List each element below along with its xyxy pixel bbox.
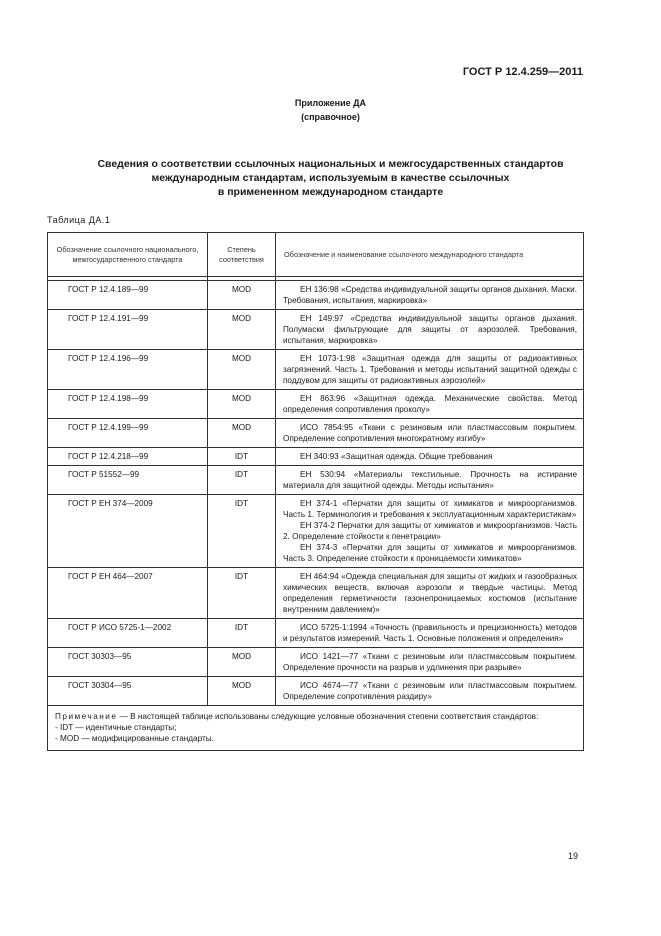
- cell-national-standard: ГОСТ Р ЕН 374—2009: [48, 495, 208, 568]
- international-standard-entry: ИСО 7854:95 «Ткани с резиновым или пластмассовым покрытием. Определение сопротивления многократному изгибу»: [283, 423, 577, 443]
- column-header-international-standard: Обозначение и наименование ссылочного международного стандарта: [276, 233, 584, 277]
- cell-degree: MOD: [208, 350, 276, 390]
- international-standard-entry: ЕН 863:96 «Защитная одежда. Механические свойства. Метод определения сопротивления проколу»: [283, 394, 577, 414]
- table-row: [48, 419, 584, 448]
- international-standard-entry: ЕН 136:98 «Средства индивидуальной защиты органов дыхания. Маски. Требования, испытания, маркировка»: [283, 285, 577, 305]
- cell-international-standard: [276, 281, 584, 310]
- cell-degree: IDT: [208, 495, 276, 568]
- title-line: международным стандартам, используемым в качестве ссылочных: [151, 172, 510, 184]
- cell-degree: MOD: [208, 281, 276, 310]
- table-row: [48, 568, 584, 619]
- cell-degree: IDT: [208, 448, 276, 466]
- table-row: [48, 495, 584, 568]
- annex-title: Приложение ДА: [294, 98, 367, 108]
- international-standard-entry: ИСО 4674—77 «Ткани с резиновым или пластмассовым покрытием. Определение сопротивления раздиру»: [283, 681, 577, 701]
- cell-degree: MOD: [208, 419, 276, 448]
- table-row: [48, 648, 584, 677]
- cell-international-standard: [276, 419, 584, 448]
- note-text: [55, 711, 576, 722]
- table-row: [48, 677, 584, 706]
- international-standard-entry: ЕН 374-1 «Перчатки для защиты от химикатов и микроорганизмов. Часть 1. Терминология и требования к эксплуатационным характеристикам»: [283, 499, 577, 519]
- cell-national-standard: ГОСТ Р 12.4.196—99: [48, 350, 208, 390]
- international-standard-entry: ИСО 1421—77 «Ткани с резиновым или пластмассовым покрытием. Определение прочности на разрыв и удлинения при разрыве»: [283, 652, 577, 672]
- cell-degree: IDT: [208, 466, 276, 495]
- cell-national-standard: ГОСТ 30304—95: [48, 677, 208, 706]
- column-header-national-standard: Обозначение ссылочного национального, межгосударственного стандарта: [48, 233, 208, 277]
- cell-international-standard: [276, 310, 584, 350]
- cell-international-standard: [276, 495, 584, 568]
- section-title: [0, 157, 661, 199]
- cell-international-standard: [276, 677, 584, 706]
- cell-international-standard: [276, 619, 584, 648]
- document-code: ГОСТ Р 12.4.259—2011: [462, 66, 583, 78]
- cell-national-standard: ГОСТ Р 12.4.189—99: [48, 281, 208, 310]
- table-note-row: [48, 706, 584, 751]
- table-caption: Таблица ДА.1: [47, 215, 111, 225]
- table-row: [48, 466, 584, 495]
- cell-degree: MOD: [208, 390, 276, 419]
- cell-national-standard: ГОСТ Р 12.4.199—99: [48, 419, 208, 448]
- cell-international-standard: [276, 466, 584, 495]
- cell-degree: IDT: [208, 568, 276, 619]
- international-standard-entry: ЕН 340:93 «Защитная одежда. Общие требования: [300, 452, 493, 461]
- cell-degree: MOD: [208, 648, 276, 677]
- note-item: - MOD — модифицированные стандарты.: [55, 734, 214, 743]
- international-standard-entry: ЕН 149:97 «Средства индивидуальной защиты органов дыхания. Полумаски фильтрующие для защиты от аэрозолей. Требования, испытания, маркировка»: [283, 314, 577, 345]
- table-header-row: [48, 233, 584, 277]
- cell-national-standard: ГОСТ Р 51552—99: [48, 466, 208, 495]
- cell-national-standard: ГОСТ Р ЕН 464—2007: [48, 568, 208, 619]
- cell-international-standard: [276, 448, 584, 466]
- annex-heading: [0, 96, 661, 124]
- international-standard-entry: ЕН 530:94 «Материалы текстильные. Прочность на истирание материала для защитной одежды. Методы испытания»: [283, 470, 577, 490]
- cell-international-standard: [276, 390, 584, 419]
- cell-national-standard: ГОСТ Р 12.4.218—99: [48, 448, 208, 466]
- cell-national-standard: ГОСТ Р 12.4.191—99: [48, 310, 208, 350]
- table-note: [48, 706, 584, 751]
- table-row: [48, 281, 584, 310]
- note-body: — В настоящей таблице использованы следующие условные обозначения степени соответствия стандартов:: [117, 712, 539, 721]
- table-row: [48, 310, 584, 350]
- note-label: Примечание: [55, 712, 118, 721]
- title-line: Сведения о соответствии ссылочных национальных и межгосударственных стандартов: [97, 158, 564, 170]
- cell-degree: MOD: [208, 677, 276, 706]
- international-standard-entry: ЕН 374-3 «Перчатки для защиты от химикатов и микроорганизмов. Часть 3. Определение стойкости к проницаемости химикатов»: [283, 543, 577, 563]
- table-row: [48, 448, 584, 466]
- cell-international-standard: [276, 350, 584, 390]
- international-standard-entry: ИСО 5725-1:1994 «Точность (правильность и прецизионность) методов и результатов измерений. Часть 1. Основные положения и определения»: [283, 623, 577, 643]
- cell-international-standard: [276, 648, 584, 677]
- international-standard-entry: ЕН 1073-1:98 «Защитная одежда для защиты от радиоактивных загрязнений. Часть 1. Требования и методы испытаний защитной одежды с поддувом для защиты от радиоактивных аэрозолей»: [283, 354, 577, 385]
- cell-international-standard: [276, 568, 584, 619]
- correspondence-table: [47, 232, 584, 751]
- cell-national-standard: ГОСТ Р ИСО 5725-1—2002: [48, 619, 208, 648]
- page-number: 19: [567, 851, 578, 861]
- column-header-degree: Степень соответствия: [208, 233, 276, 277]
- title-line: в примененном международном стандарте: [217, 186, 444, 198]
- cell-degree: MOD: [208, 310, 276, 350]
- cell-degree: IDT: [208, 619, 276, 648]
- table-row: [48, 390, 584, 419]
- cell-national-standard: ГОСТ Р 12.4.198—99: [48, 390, 208, 419]
- cell-national-standard: ГОСТ 30303—95: [48, 648, 208, 677]
- note-item: - IDT — идентичные стандарты;: [55, 723, 177, 732]
- table-row: [48, 350, 584, 390]
- table-row: [48, 619, 584, 648]
- international-standard-entry: ЕН 464:94 «Одежда специальная для защиты от жидких и газообразных химических веществ, включая аэрозоли и твердые частицы. Метод определения герметичности газонепроницаемых костюмов (испытание внутренним давлением)»: [283, 572, 577, 614]
- table-body: [48, 277, 584, 706]
- international-standard-entry: ЕН 374-2 Перчатки для защиты от химикатов и микроорганизмов. Часть 2. Определение стойкости к пенетрации»: [283, 521, 577, 541]
- annex-subtitle: (справочное): [301, 112, 360, 122]
